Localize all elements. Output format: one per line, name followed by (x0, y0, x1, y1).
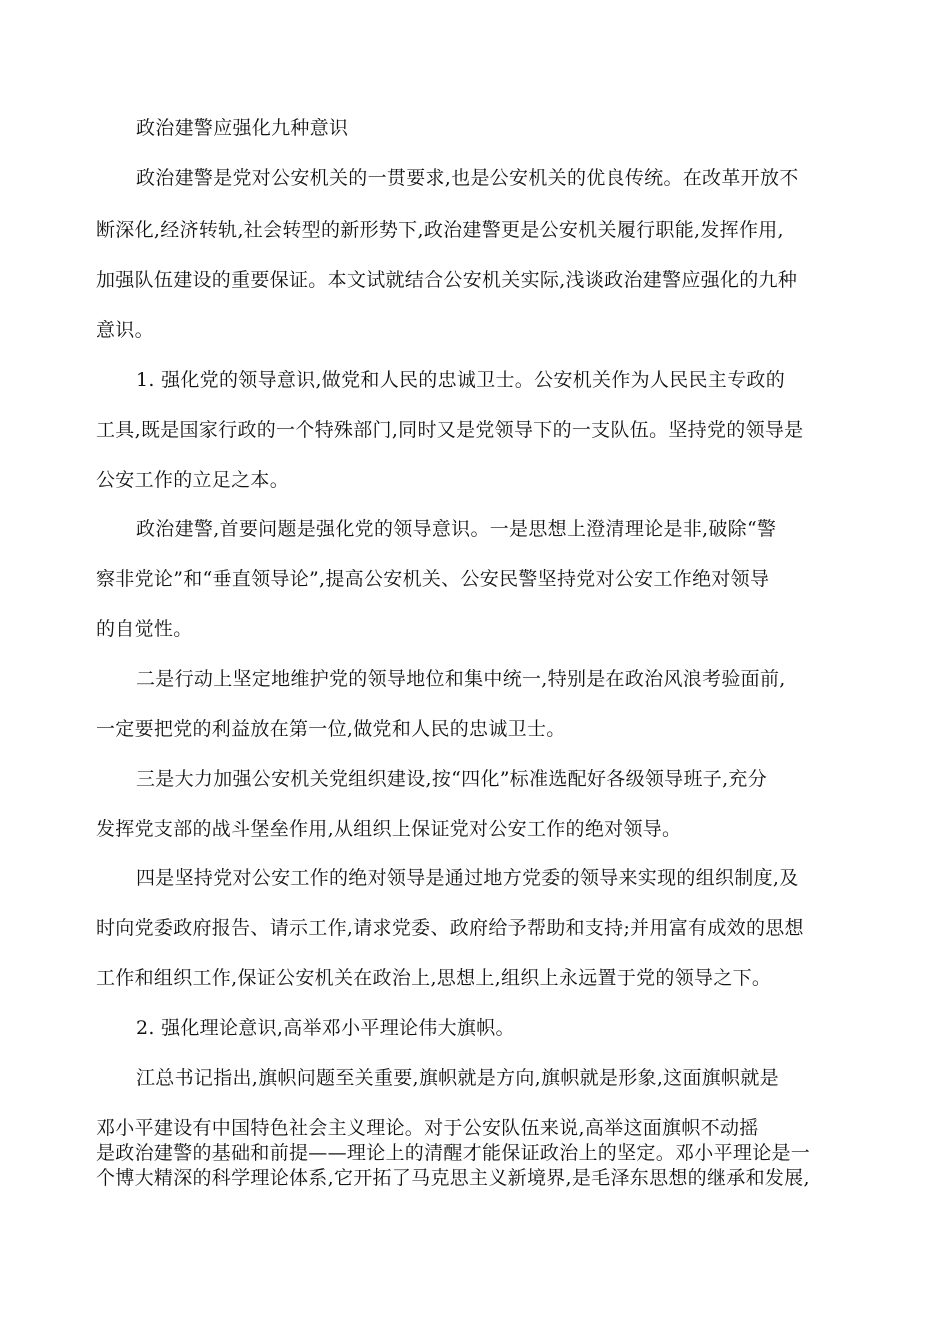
paragraph-line: 加强队伍建设的重要保证。本文试就结合公安机关实际,浅谈政治建警应强化的九种 (96, 269, 798, 291)
paragraph-line: 工具,既是国家行政的一个特殊部门,同时又是党领导下的一支队伍。坚持党的领导是 (96, 419, 804, 441)
paragraph-line: 四是坚持党对公安工作的绝对领导是通过地方党委的领导来实现的组织制度,及 (136, 867, 799, 889)
paragraph-line: 发挥党支部的战斗堡垒作用,从组织上保证党对公安工作的绝对领导。 (96, 818, 682, 840)
paragraph-line: 是政治建警的基础和前提——理论上的清醒才能保证政治上的坚定。邓小平理论是一 (96, 1142, 811, 1164)
document-title: 政治建警应强化九种意识 (136, 117, 349, 139)
paragraph-line: 个博大精深的科学理论体系,它开拓了马克思主义新境界,是毛泽东思想的继承和发展, (96, 1167, 810, 1189)
paragraph-line: 工作和组织工作,保证公安机关在政治上,思想上,组织上永远置于党的领导之下。 (96, 967, 772, 989)
paragraph-line: 意识。 (96, 319, 154, 341)
paragraph-line: 断深化,经济转轨,社会转型的新形势下,政治建警更是公安机关履行职能,发挥作用, (96, 219, 784, 241)
section-heading: 1. 强化党的领导意识,做党和人民的忠诚卫士。公安机关作为人民民主专政的 (136, 369, 786, 391)
paragraph-line: 公安工作的立足之本。 (96, 469, 290, 491)
paragraph-line: 三是大力加强公安机关党组织建设,按“四化”标准选配好各级领导班子,充分 (136, 768, 768, 790)
paragraph-line: 邓小平建设有中国特色社会主义理论。对于公安队伍来说,高举这面旗帜不动摇 (96, 1117, 759, 1139)
paragraph-line: 政治建警,首要问题是强化党的领导意识。一是思想上澄清理论是非,破除“警 (136, 518, 777, 540)
section-heading: 2. 强化理论意识,高举邓小平理论伟大旗帜。 (136, 1017, 515, 1039)
paragraph-line: 二是行动上坚定地维护党的领导地位和集中统一,特别是在政治风浪考验面前, (136, 668, 786, 690)
paragraph-line: 一定要把党的利益放在第一位,做党和人民的忠诚卫士。 (96, 718, 566, 740)
paragraph-line: 江总书记指出,旗帜问题至关重要,旗帜就是方向,旗帜就是形象,这面旗帜就是 (136, 1067, 779, 1089)
paragraph-line: 察非党论”和“垂直领导论”,提高公安机关、公安民警坚持党对公安工作绝对领导 (96, 568, 770, 590)
paragraph-line: 时向党委政府报告、请示工作,请求党委、政府给予帮助和支持;并用富有成效的思想 (96, 917, 804, 939)
paragraph-line: 政治建警是党对公安机关的一贯要求,也是公安机关的优良传统。在改革开放不 (136, 167, 799, 189)
paragraph-line: 的自觉性。 (96, 618, 193, 640)
